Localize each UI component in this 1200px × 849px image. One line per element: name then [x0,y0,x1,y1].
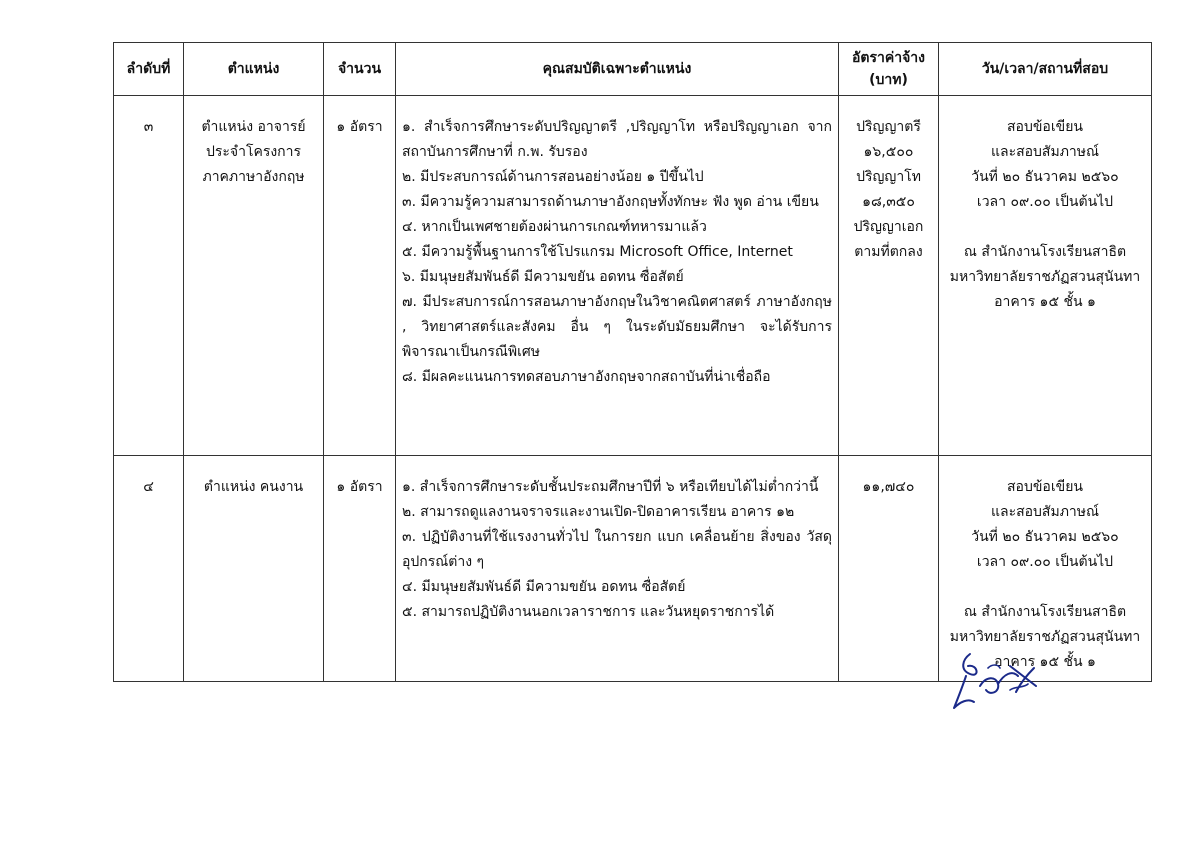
qualification-item: ๑. สำเร็จการศึกษาระดับปริญญาตรี ,ปริญญาโท หรือปริญญาเอก จากสถาบันการศึกษาที่ ก.พ. รับรอง [402,119,832,160]
header-wage-line2: (บาท) [869,72,908,88]
header-row [114,43,1152,96]
schedule-cell [939,96,1152,456]
schedule-line: และสอบสัมภาษณ์ [990,144,1100,160]
wage-line: ปริญญาโท [856,169,921,185]
qualification-item: ๒. มีประสบการณ์ด้านการสอนอย่างน้อย ๑ ปีขึ้นไป [402,169,704,185]
qualification-item: ๑. สำเร็จการศึกษาระดับชั้นประถมศึกษาปีที่ ๖ หรือเทียบได้ไม่ต่ำกว่านี้ [402,479,819,495]
count-cell: ๑ อัตรา [324,456,396,682]
schedule-line: มหาวิทยาลัยราชภัฏสวนสุนันทา [949,269,1141,285]
handwritten-signature-icon [940,646,1050,716]
table-row [114,96,1152,456]
header-wage-line1: อัตราค่าจ้าง [851,50,925,66]
position-line: ตำแหน่ง อาจารย์ [201,119,306,135]
wage-cell [839,96,939,456]
position-cell [184,456,324,682]
qualification-item: ๔. มีมนุษยสัมพันธ์ดี มีความขยัน อดทน ซื่อสัตย์ [402,579,686,595]
schedule-line: มหาวิทยาลัยราชภัฏสวนสุนันทา [949,629,1141,645]
wage-line: ปริญญาตรี [856,119,921,135]
schedule-line: เวลา ๐๙.๐๐ เป็นต้นไป [976,194,1114,210]
position-line: ภาคภาษาอังกฤษ [202,169,305,185]
header-qualifications: คุณสมบัติเฉพาะตำแหน่ง [396,43,839,96]
qualification-item: ๘. มีผลคะแนนการทดสอบภาษาอังกฤษจากสถาบันที่น่าเชื่อถือ [402,369,771,385]
wage-cell [839,456,939,682]
wage-line: ๑๑,๗๔๐ [862,479,915,495]
qualification-item: ๕. มีความรู้พื้นฐานการใช้โปรแกรม Microsoft Office, Internet [402,244,793,260]
schedule-line: และสอบสัมภาษณ์ [990,504,1100,520]
schedule-line: สอบข้อเขียน [1007,119,1083,135]
qualification-item: ๓. มีความรู้ความสามารถด้านภาษาอังกฤษทั้งทักษะ ฟัง พูด อ่าน เขียน [402,194,819,210]
schedule-line: เวลา ๐๙.๐๐ เป็นต้นไป [976,554,1114,570]
count-cell: ๑ อัตรา [324,96,396,456]
qualification-item: ๗. มีประสบการณ์การสอนภาษาอังกฤษในวิชาคณิตศาสตร์ ภาษาอังกฤษ , วิทยาศาสตร์และสังคม อื่น ๆ ในระดับมัธยมศึกษา จะได้รับการพิจารณาเป็นกรณีพิเศษ [402,294,832,360]
schedule-line: อาคาร ๑๕ ชั้น ๑ [994,294,1096,310]
position-line: ตำแหน่ง คนงาน [203,479,304,495]
qualification-item: ๕. สามารถปฏิบัติงานนอกเวลาราชการ และวันหยุดราชการได้ [402,604,775,620]
schedule-line: สอบข้อเขียน [1007,479,1083,495]
qualification-item: ๒. สามารถดูแลงานจราจรและงานเปิด-ปิดอาคารเรียน อาคาร ๑๒ [402,504,795,520]
wage-line: ปริญญาเอก [853,219,924,235]
qualifications-cell [396,456,839,682]
schedule-line: อาคาร ๑๕ ชั้น ๑ [994,654,1096,670]
schedule-line: วันที่ ๒๐ ธันวาคม ๒๕๖๐ [971,529,1119,545]
header-schedule: วัน/เวลา/สถานที่สอบ [939,43,1152,96]
wage-line: ๑๖,๕๐๐ [863,144,914,160]
qualifications-cell [396,96,839,456]
header-wage [839,43,939,96]
qualification-item: ๔. หากเป็นเพศชายต้องผ่านการเกณฑ์ทหารมาแล้ว [402,219,707,235]
header-position: ตำแหน่ง [184,43,324,96]
qualification-item: ๖. มีมนุษยสัมพันธ์ดี มีความขยัน อดทน ซื่อสัตย์ [402,269,684,285]
schedule-line: ณ สำนักงานโรงเรียนสาธิต [963,244,1127,260]
order-cell: ๔ [114,456,184,682]
position-cell [184,96,324,456]
position-line: ประจำโครงการ [205,144,302,160]
schedule-line: วันที่ ๒๐ ธันวาคม ๒๕๖๐ [971,169,1119,185]
header-order: ลำดับที่ [114,43,184,96]
qualification-item: ๓. ปฏิบัติงานที่ใช้แรงงานทั่วไป ในการยก แบก เคลื่อนย้าย สิ่งของ วัสดุ อุปกรณ์ต่าง ๆ [402,529,832,570]
job-table [113,42,1152,682]
wage-line: ๑๘,๓๕๐ [862,194,915,210]
header-count: จำนวน [324,43,396,96]
order-cell: ๓ [114,96,184,456]
wage-line: ตามที่ตกลง [854,244,923,260]
schedule-line: ณ สำนักงานโรงเรียนสาธิต [963,604,1127,620]
